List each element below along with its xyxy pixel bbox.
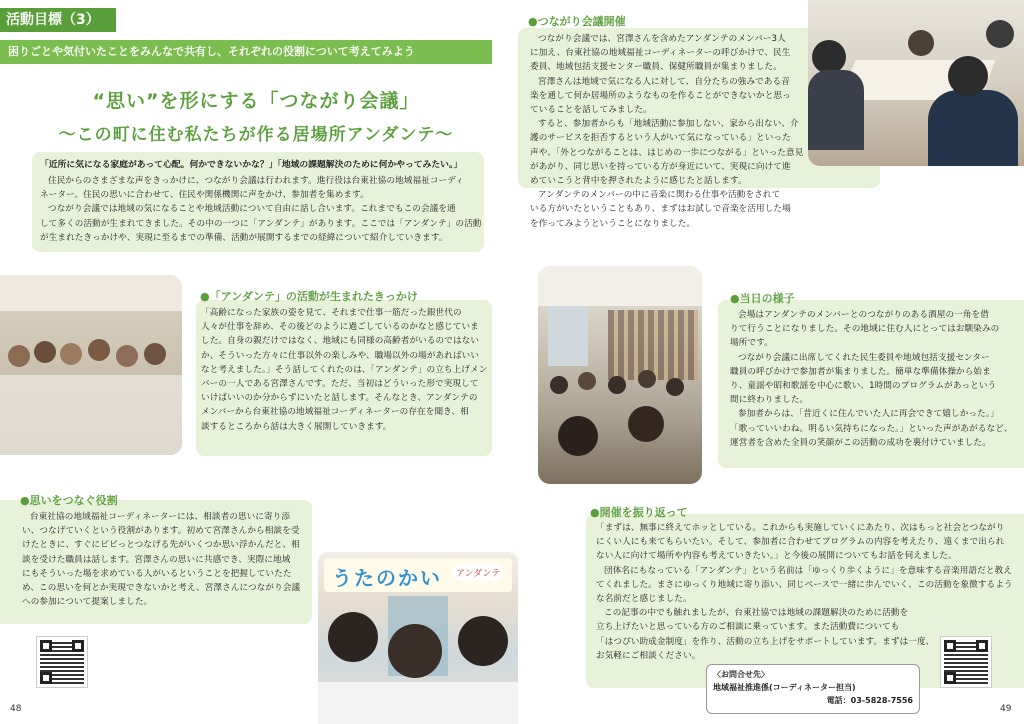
intro-text: 住民からのさまざまな声をきっかけに、つながり会議は行われます。進行役は台東社協の地域福祉コーディ ネーター。住民の思いに合わせて、住民や関係機関に声をかけ、参加者を集めます。 つながり会議では地域の気になることや地域活動について自由に話し合います。これまでもこの会議を通 して多くの活動が生まれてきました。その中の一つに「アンダンテ」があります。ここでは「アンダンテ」の活動 が生まれたきっかけや、実現に至るまでの準備、活動が展開するまでの経緯について紹介していきます。	[40, 176, 482, 243]
contact-box	[706, 664, 920, 714]
page-number: 48	[10, 704, 22, 714]
contact-title: 〈お問合せ先〉	[713, 670, 769, 679]
section1-text: 「高齢になった家族の姿を見て、それまで仕事一筋だった銀世代の 人々が仕事を辞め、その後どのように過ごしているのかなと感じていま した。自身の親だけではなく、地域にも同様の高齢者がいるのではない か、そういった方々に仕事以外の楽しみや、職場以外の場があればいい なと考えました。」そう話してくれたのは、「アンダンテ」の立ち上げメン バーの一人である宮澤さんです。ただ、当初はどういった形で実現して いけばいいのか分からずにいたと話します。そんなとき、アンダンテの メンバーから台東社協の地域福祉コーディネーターの存在を聞き、相 談するところから話は大きく展開していきます。	[201, 308, 488, 432]
review-text: 「まずは、無事に終えてホッとしている。これからも実施していくにあたり、次はもっと社会とつながり にくい人にも来てもらいたい。そして、参加者に合わせてプログラムの内容を考えたり、遠くまで出られ ない人に向けて場所や内容も考えていきたい。」と今後の展開についてもお話を伺えました。 団体名にもなっている「アンダンテ」という名前は「ゆっくり歩くように」を意味する音楽用語だと教え てくれました。まさにゆっくり地域に寄り添い、同じペースで一緒に歩んでいく、この活動を象徴するよう な名前だと感じました。 この記事の中でも触れましたが、台東社協では地域の課題解決のために活動を 立ち上げたいと思っている方のご相談に乗っています。また活動費についても 「はつぴい助成金制度」を作り、活動の立ち上げをサポートしています。まずは一度、 お気軽にご相談ください。	[596, 523, 1013, 661]
shop-photo	[318, 552, 518, 724]
page-number-right: 49	[1000, 704, 1012, 714]
page-title: “思い”を形にする「つながり会議」	[92, 90, 420, 112]
meeting-heading: ●つながり会議開催	[528, 15, 626, 28]
contact-phone: 電話：03-5828-7556	[826, 696, 913, 705]
page-subtitle: 〜この町に住む私たちが作る居場所アンダンテ〜	[58, 125, 454, 145]
meeting-photo	[808, 0, 1024, 166]
section2-text: 台東社協の地域福祉コーディネーターには、相談者の思いに寄り添 い、つなげていくという役割があります。初めて宮澤さんから相談を受 けたときに、すぐにピピっとつなげる先がいくつか思い浮かんだと、相 談を受けた職員は話します。宮澤さんの思いに共感でき、実際に地域 にもそういった場を求めている人がいるということを把握していたた め、この思いを何とか実現できないかと考え、宮澤さんにつながり会議 への参加について提案しました。	[22, 512, 301, 608]
shop-sign: うたのかい	[332, 566, 442, 590]
section2-heading: ●思いをつなぐ役割	[20, 494, 118, 507]
concert-photo	[538, 266, 702, 484]
review-heading: ●開催を振り返って	[590, 506, 688, 519]
section1-heading: ●「アンダンテ」の活動が生まれたきっかけ	[200, 290, 418, 303]
goal-tag: 活動目標（3）	[0, 8, 116, 32]
contact-dept: 地域福祉推進係(コーディネーター担当)	[713, 683, 856, 692]
day-text: 会場はアンダンテのメンバーとのつながりのある酒屋の一角を借 りて行うことになりました。その地域に住む人にとってはお馴染みの 場所です。 つながり会議に出席してくれた民生委員や地域包括支援センター 職員の呼びかけで参加者が集まりました。簡単な準備体操から始ま り、童謡や昭和歌謡を中心に歌い、1時間のプログラムがあっという 間に終わりました。 参加者からは、「昔近くに住んでいた人に再会できて嬉しかった。」 「歌っていいわね。明るい気持ちになった。」といった声があがるなど、 運営者を含めた全員の笑顔がこの活動の成功を裏付けていました。	[730, 310, 1013, 448]
goal-banner: 困りごとや気付いたことをみんなで共有し、それぞれの役割について考えてみよう	[0, 40, 492, 64]
qr-code-right[interactable]	[940, 636, 992, 688]
shop-sign-sub: アンダンテ	[452, 564, 504, 581]
group-photo	[0, 275, 182, 455]
day-heading: ●当日の様子	[730, 292, 795, 305]
qr-code[interactable]	[36, 636, 88, 688]
meeting-text: つながり会議では、宮澤さんを含めたアンダンテのメンバー3人 に加え、台東社協の地域福祉コーディネーターの呼びかけで、民生 委員、地域包括支援センター職員、保健所職員が集まりました。 宮澤さんは地域で気になる人に対して、自分たちの強みである音 楽を通して何か居場所のようなものを作ることができないかと思っ ていることを話してみました。 すると、参加者からも「地域活動に参加しない、家から出ない、介 護のサービスを拒否するという人がいて気になっている」といった 声や、「外とつながることは、はじめの一歩につながる」といった意見 があがり、同じ思いを持っている方が身近にいて、実現に向けて進 めていこうと背中を押されたように感じたと話します。 アンダンテのメンバーの中に音楽に関わる仕事や活動をされて いる方がいたということもあり、まずはお試しで音楽を活用した場 を作ってみようということになりました。	[530, 34, 804, 229]
intro-quote: 「近所に気になる家庭があって心配。何かできないかな？」「地域の課題解決のために何かやってみたい。」	[40, 160, 463, 170]
